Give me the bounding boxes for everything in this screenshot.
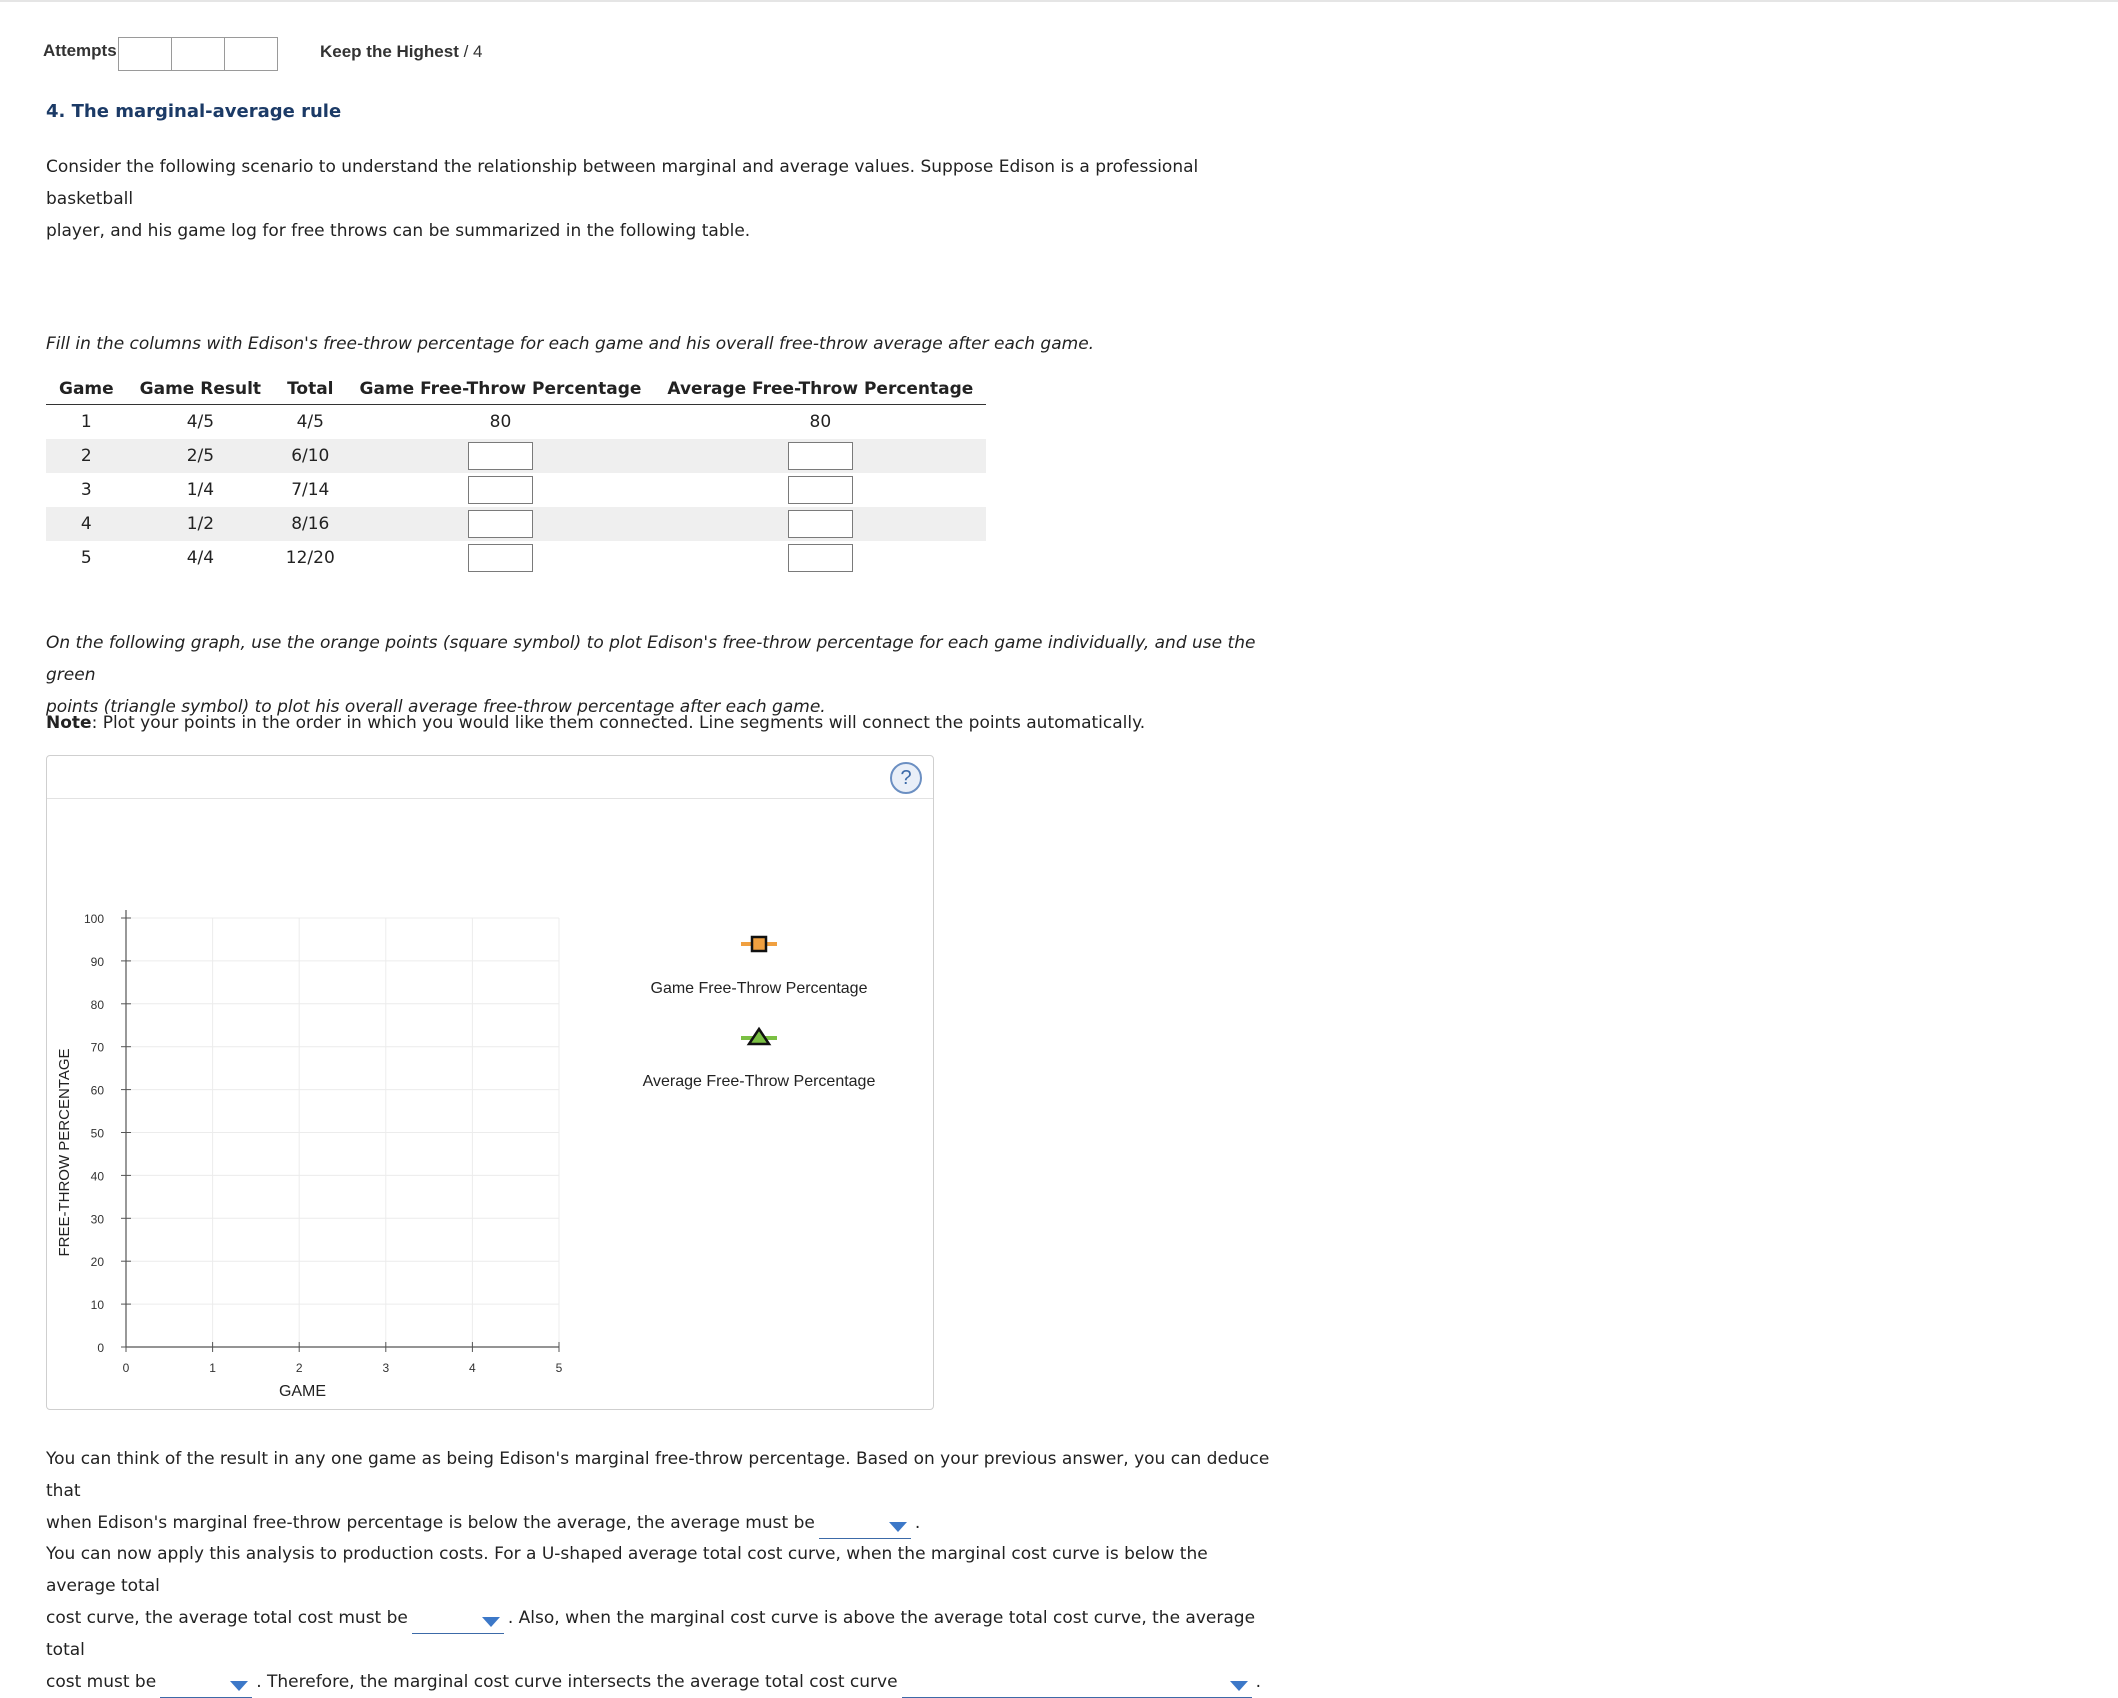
avg-pct-cell [654, 439, 986, 473]
game-cell: 5 [80, 548, 92, 568]
x-tick-labels [123, 1361, 563, 1375]
result-cell: 1/2 [127, 507, 274, 541]
instruction-line: points (triangle symbol) to plot his overall average free-throw percentage after each game. [46, 697, 826, 717]
keep-label: Keep the Highest [320, 42, 459, 61]
paragraph-text: when Edison's marginal free-throw percentage is below the average, the average must be [46, 1513, 815, 1533]
total-cell: 4/5 [296, 412, 324, 432]
graph-panel [46, 755, 934, 1410]
table-row [46, 541, 986, 575]
note-paragraph [46, 707, 1276, 739]
paragraph-text: cost curve, the average total cost must be [46, 1608, 408, 1628]
total-cell: 8/16 [274, 507, 346, 541]
chart-axes [121, 910, 559, 1352]
y-tick-label: 70 [90, 1040, 104, 1055]
paragraph-line: You can now apply this analysis to production costs. For a U-shaped average total cost curve, when the marginal cost curve is below the average total [46, 1544, 1208, 1596]
table-row [46, 507, 986, 541]
paragraph-text: cost must be [46, 1672, 157, 1692]
dropdown-arrow-icon [230, 1681, 248, 1691]
fill-instruction: Fill in the columns with Edison's free-throw percentage for each game and his overall free-throw average after each game. [46, 334, 1095, 354]
total-cell: 7/14 [291, 480, 330, 500]
avg-pct-input[interactable] [788, 510, 853, 538]
average-direction-dropdown[interactable] [819, 1516, 911, 1539]
y-tick-label: 0 [97, 1341, 104, 1355]
cost-paragraph [46, 1538, 1276, 1698]
atc-above-dropdown[interactable] [160, 1675, 252, 1698]
avg-pct-cell [654, 507, 986, 541]
attempt-indicators [118, 37, 277, 71]
dropdown-arrow-icon [889, 1522, 907, 1532]
paragraph-line [46, 1507, 1276, 1539]
avg-pct-input[interactable] [788, 442, 853, 470]
y-tick-label: 30 [90, 1212, 104, 1227]
paragraph-line [46, 1666, 1276, 1698]
game-pct-cell: 80 [489, 412, 512, 432]
question-title: 4. The marginal-average rule [46, 101, 342, 122]
marginal-paragraph [46, 1443, 1276, 1539]
dropdown-arrow-icon [1230, 1681, 1248, 1691]
game-pct-input[interactable] [468, 544, 533, 572]
grading-policy [320, 42, 482, 62]
instruction-line: On the following graph, use the orange points (square symbol) to plot Edison's free-throw percentage for each game individually, and use the green [46, 633, 1256, 685]
x-tick-label: 2 [295, 1361, 303, 1375]
game-pct-input[interactable] [468, 476, 533, 504]
intro-line: Consider the following scenario to understand the relationship between marginal and average values. Suppose Edison is a professional basketball [46, 157, 1199, 209]
column-header-avg-pct: Average Free-Throw Percentage [654, 374, 986, 405]
game-log-table [46, 374, 986, 575]
game-pct-input[interactable] [468, 442, 533, 470]
result-cell: 1/4 [186, 480, 215, 500]
column-header-game-pct: Game Free-Throw Percentage [347, 374, 655, 405]
y-tick-labels [84, 912, 104, 1355]
y-axis-label: FREE-THROW PERCENTAGE [56, 1048, 73, 1257]
result-cell: 4/5 [186, 412, 215, 432]
dropdown-arrow-icon [482, 1617, 500, 1627]
chart-grid [126, 918, 559, 1347]
attempt-box [224, 37, 278, 71]
column-header-result: Game Result [127, 374, 274, 405]
attempts-label: Attempts [43, 41, 117, 60]
game-pct-cell [347, 541, 655, 575]
avg-pct-cell: 80 [809, 412, 832, 432]
y-tick-label: 60 [90, 1083, 104, 1098]
period-text: . [1255, 1672, 1261, 1692]
atc-below-dropdown[interactable] [412, 1611, 504, 1634]
intro-paragraph [46, 151, 1276, 247]
square-marker-icon [752, 937, 766, 951]
attempt-box [118, 37, 172, 71]
game-pct-cell [347, 507, 655, 541]
x-tick-label: 3 [382, 1361, 390, 1375]
free-throw-chart[interactable] [47, 798, 933, 1408]
points-possible: / 4 [458, 42, 483, 61]
game-pct-cell [347, 439, 655, 473]
game-cell: 4 [46, 507, 127, 541]
legend-game-pct-tool[interactable] [651, 937, 868, 997]
result-cell: 2/5 [127, 439, 274, 473]
table-row [46, 405, 986, 440]
legend-avg-label: Average Free-Throw Percentage [642, 1073, 876, 1090]
total-cell: 12/20 [285, 548, 335, 568]
game-pct-input[interactable] [468, 510, 533, 538]
intersection-dropdown[interactable] [902, 1675, 1252, 1698]
y-tick-label: 100 [83, 912, 104, 926]
table-row [46, 473, 986, 507]
y-tick-label: 90 [90, 954, 104, 969]
intro-line: player, and his game log for free throws can be summarized in the following table. [46, 221, 751, 241]
game-cell: 3 [80, 480, 92, 500]
column-header-game: Game [46, 374, 127, 405]
graph-toolbar [47, 756, 933, 799]
x-tick-label: 0 [122, 1361, 130, 1375]
total-cell: 6/10 [274, 439, 346, 473]
game-pct-cell [347, 473, 655, 507]
table-row [46, 439, 986, 473]
paragraph-line [46, 1602, 1276, 1666]
legend-avg-pct-tool[interactable] [643, 1029, 876, 1090]
y-tick-label: 20 [90, 1255, 104, 1270]
column-header-total: Total [274, 374, 346, 405]
result-cell: 4/4 [186, 548, 215, 568]
top-divider [0, 0, 2118, 2]
paragraph-text: . Therefore, the marginal cost curve intersects the average total cost curve [256, 1672, 898, 1692]
note-label: Note [46, 713, 92, 733]
x-tick-label: 4 [469, 1361, 476, 1375]
x-axis-label: GAME [278, 1383, 327, 1400]
paragraph-line: You can think of the result in any one game as being Edison's marginal free-throw percentage. Based on your previous answer, you can deduce that [46, 1449, 1270, 1501]
x-tick-label: 5 [555, 1361, 563, 1375]
avg-pct-cell [654, 473, 986, 507]
paragraph-text: . Also, when the marginal cost curve is above the average total cost curve, the average total [46, 1608, 1256, 1660]
avg-pct-input[interactable] [788, 476, 853, 504]
y-tick-label: 40 [90, 1169, 104, 1184]
period-text: . [914, 1513, 921, 1533]
note-text: : Plot your points in the order in which you would like them connected. Line segments will connect the points automatically. [91, 713, 1146, 733]
y-tick-label: 10 [90, 1298, 104, 1313]
help-icon[interactable]: ? [890, 762, 922, 794]
y-tick-label: 80 [90, 997, 104, 1012]
avg-pct-cell [654, 541, 986, 575]
avg-pct-input[interactable] [788, 544, 853, 572]
y-tick-label: 50 [90, 1126, 104, 1141]
attempt-box [171, 37, 225, 71]
x-tick-label: 1 [209, 1361, 216, 1375]
legend-game-label: Game Free-Throw Percentage [650, 980, 868, 997]
game-cell: 2 [46, 439, 127, 473]
game-cell: 1 [80, 412, 92, 432]
